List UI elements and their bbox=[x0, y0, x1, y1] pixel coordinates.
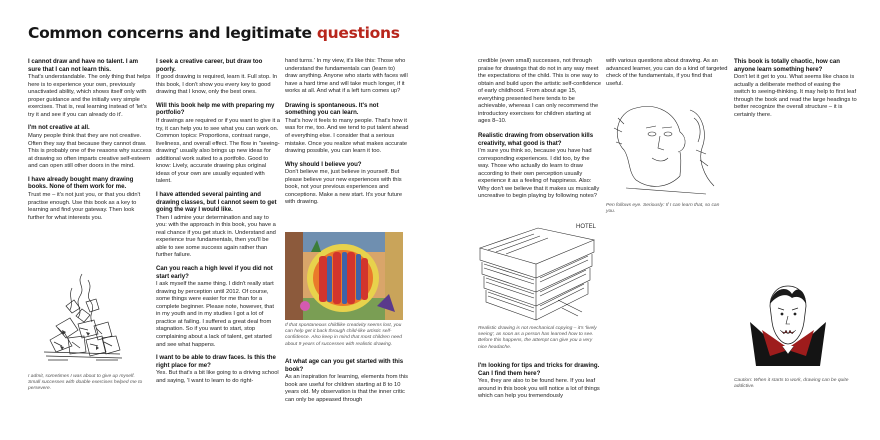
text-tips-continued: with various questions about drawing. As an advanced learner, you can do a kind of targeted check of the fundamentals, if you find that useful. bbox=[606, 58, 728, 87]
heading-chaotic: This book is totally chaotic, how can anyone learn something here? bbox=[734, 58, 840, 73]
text-spontaneous: That's how it feels to many people. That's how it was for me, too. And we tend to put talent ahead of everything else. I consider that a serious mistake. Once you realize what makes accurate drawing possible, you can learn it too. bbox=[285, 117, 409, 155]
text-classes: Then I admire your determination and say to you: with the approach in this book, you have a real chance if you get stuck in. Understand and experience true fundamentals, then you'll be able to see some success again rather than further failure. bbox=[156, 214, 276, 259]
text-faces: Yes. But that's a bit like going to a driving school and saying, 'I want to learn to do right- bbox=[156, 370, 279, 384]
title-accent-word: questions bbox=[316, 24, 400, 42]
text-age: As an inspiration for learning, elements from this book are useful for children starting at 8 to 10 years old. My observation is that the inner critic can only be appeased through bbox=[285, 374, 409, 403]
column-4-lower bbox=[478, 362, 602, 406]
heading-kills-creativity: Realistic drawing from observation kills creativity, what good is that? bbox=[478, 131, 594, 147]
column-5 bbox=[606, 58, 730, 94]
text-kills-creativity: I'm sure you think so, because you have had corresponding experiences. I did too, by the way. Those who actually do learn to draw according to their own perception usually experience it as a feeling of happiness. Also: Why don't we believe that it makes us musically uncreative to begin playing by following notes? bbox=[478, 148, 600, 200]
text-many-books: Trust me – it's not just you, or that you didn't practise enough. Use this book as a key to learning and find your gateway. Then look further for what interests you. bbox=[28, 191, 141, 221]
vampire-character-illustration bbox=[746, 282, 830, 368]
heading-portfolio: Will this book help me with preparing my portfolio? bbox=[156, 101, 275, 117]
heading-tips: I'm looking for tips and tricks for drawing. Can I find them here? bbox=[478, 362, 600, 377]
heading-believe: Why should I believe you? bbox=[285, 160, 362, 168]
heading-spontaneous: Drawing is spontaneous. It's not something you can learn. bbox=[285, 101, 379, 117]
column-3-lower bbox=[285, 358, 409, 409]
column-3 bbox=[285, 58, 409, 212]
heading-no-talent: I cannot draw and have no talent. I am sure that I can not learn this. bbox=[28, 58, 139, 73]
caption-lively-seeing: Realistic drawing is not mechanical copying – it's 'lively seeing', as soon as a person has learned how to see. Before this happens, the attempt can give you a very nice headache. bbox=[478, 326, 597, 350]
text-chaotic: Don't let it get to you. What seems like chaos is actually a deliberate method of easing the switch to seeing-thinking. It may help to first leaf through the book and read the large headings to better recognize the overall structure – it is certainly there. bbox=[734, 74, 857, 118]
page-title: Common concerns and legitimate questions bbox=[28, 24, 400, 42]
caption-pen-follows-eye: Pen follows eye. Seriously: If I can learn that, so can you. bbox=[606, 203, 720, 215]
text-no-talent: That's understandable. The only thing that helps here is to experience your own, previously unactivated ability, which shows itself only with proper guidance and the initially very simple exercises. That is, real learning instead of 'let's try it and see if you can already do it'. bbox=[28, 74, 151, 118]
heading-creative-career: I seek a creative career, but draw too poorly. bbox=[156, 58, 263, 73]
heading-age: At what age can you get started with this book? bbox=[285, 358, 404, 373]
crumpled-paper-fire-illustration bbox=[36, 266, 128, 364]
heading-faces: I want to be able to draw faces. Is this the right place for me? bbox=[156, 354, 276, 369]
self-portrait-sketch-illustration bbox=[606, 98, 724, 198]
text-not-creative: Many people think that they are not creative. Often they say that because they cannot draw. This is probably one of the reasons why success at drawing so often imparts creative self-esteem and can open still other doors in the mind. bbox=[28, 133, 152, 170]
text-high-level: I ask myself the same thing. I didn't really start drawing by perception until 2012. Of course, some things were easier for me than for a complete beginner. Please note, however, that in my youth and in my studies I got a lot of practice at failing. I suffered a great deal from stagnation. So if you want to start, stop complaining about a lack of talent, get started and see what happens. bbox=[156, 281, 274, 348]
column-1 bbox=[28, 58, 152, 227]
text-portfolio: If drawings are required or if you want to give it a try, it can help you to see what you can work on. Common topics: Proportions, contrast range, liveliness, and overall effect. The flow in "seeing-drawing" usually also brings up new ideas for additional work suited to a portfolio. Good to know: Lively, accurate drawing plus original ideas of your own are usually equated with talent. bbox=[156, 118, 281, 185]
column-4 bbox=[478, 58, 602, 206]
column-6 bbox=[734, 58, 858, 124]
caption-childlike: If that spontaneous childlike creativity seems lost, you can help get it back through child-like artistic self-confidence. Also keep in mind that most children need about 9 years of successes with realistic drawing. bbox=[285, 323, 402, 347]
caption-addictive: Caution: When it starts to work, drawing can be quite addictive. bbox=[734, 378, 849, 390]
text-believe: Don't believe me, just believe in yourself. But please believe your new experiences with this book, not your previous experiences and conceptions. Make a new start. It's your future with drawing. bbox=[285, 169, 403, 206]
text-faces-continued: hand turns.' In my view, it's like this: Those who understand the fundamentals can (learn to) draw anything. Anyone who starts with faces will have a hard time and will take much longer, if it works at all. And what if a left turn comes up? bbox=[285, 58, 408, 95]
heading-many-books: I have already bought many drawing books. None of them work for me. bbox=[28, 175, 134, 191]
book-spine-label: HOTEL bbox=[576, 224, 596, 230]
text-tips: Yes, they are also to be found here. If you leaf around in this book you will notice a lot of things which can help you tremendously bbox=[478, 378, 600, 400]
caption-persevere: I admit, sometimes I was about to give up myself. Small successes with doable exercises helped me to persevere. bbox=[28, 374, 143, 392]
text-creative-career: If good drawing is required, learn it. Full stop. In this book, I don't show you every key to good drawing that I know, only the best ones. bbox=[156, 74, 278, 96]
book-stack-sketch-illustration bbox=[478, 220, 596, 322]
text-age-continued: credible (even small) successes, not through praise for drawings that do not in any way meet the expectations of the child. This is one way to obtain and build upon the artistic self-confidence of early childhood. From about age 15, everything presented here tends to be achievable, whereas I can only recommend the introductory exercises for children starting at ages 8–10. bbox=[478, 58, 602, 125]
column-2 bbox=[156, 58, 280, 390]
heading-not-creative: I'm not creative at all. bbox=[28, 124, 90, 132]
heading-high-level: Can you reach a high level if you did not start early? bbox=[156, 265, 273, 280]
heading-classes: I have attended several painting and drawing classes, but I cannot seem to get going the way I would like. bbox=[156, 190, 277, 214]
child-painting-illustration bbox=[285, 232, 403, 320]
